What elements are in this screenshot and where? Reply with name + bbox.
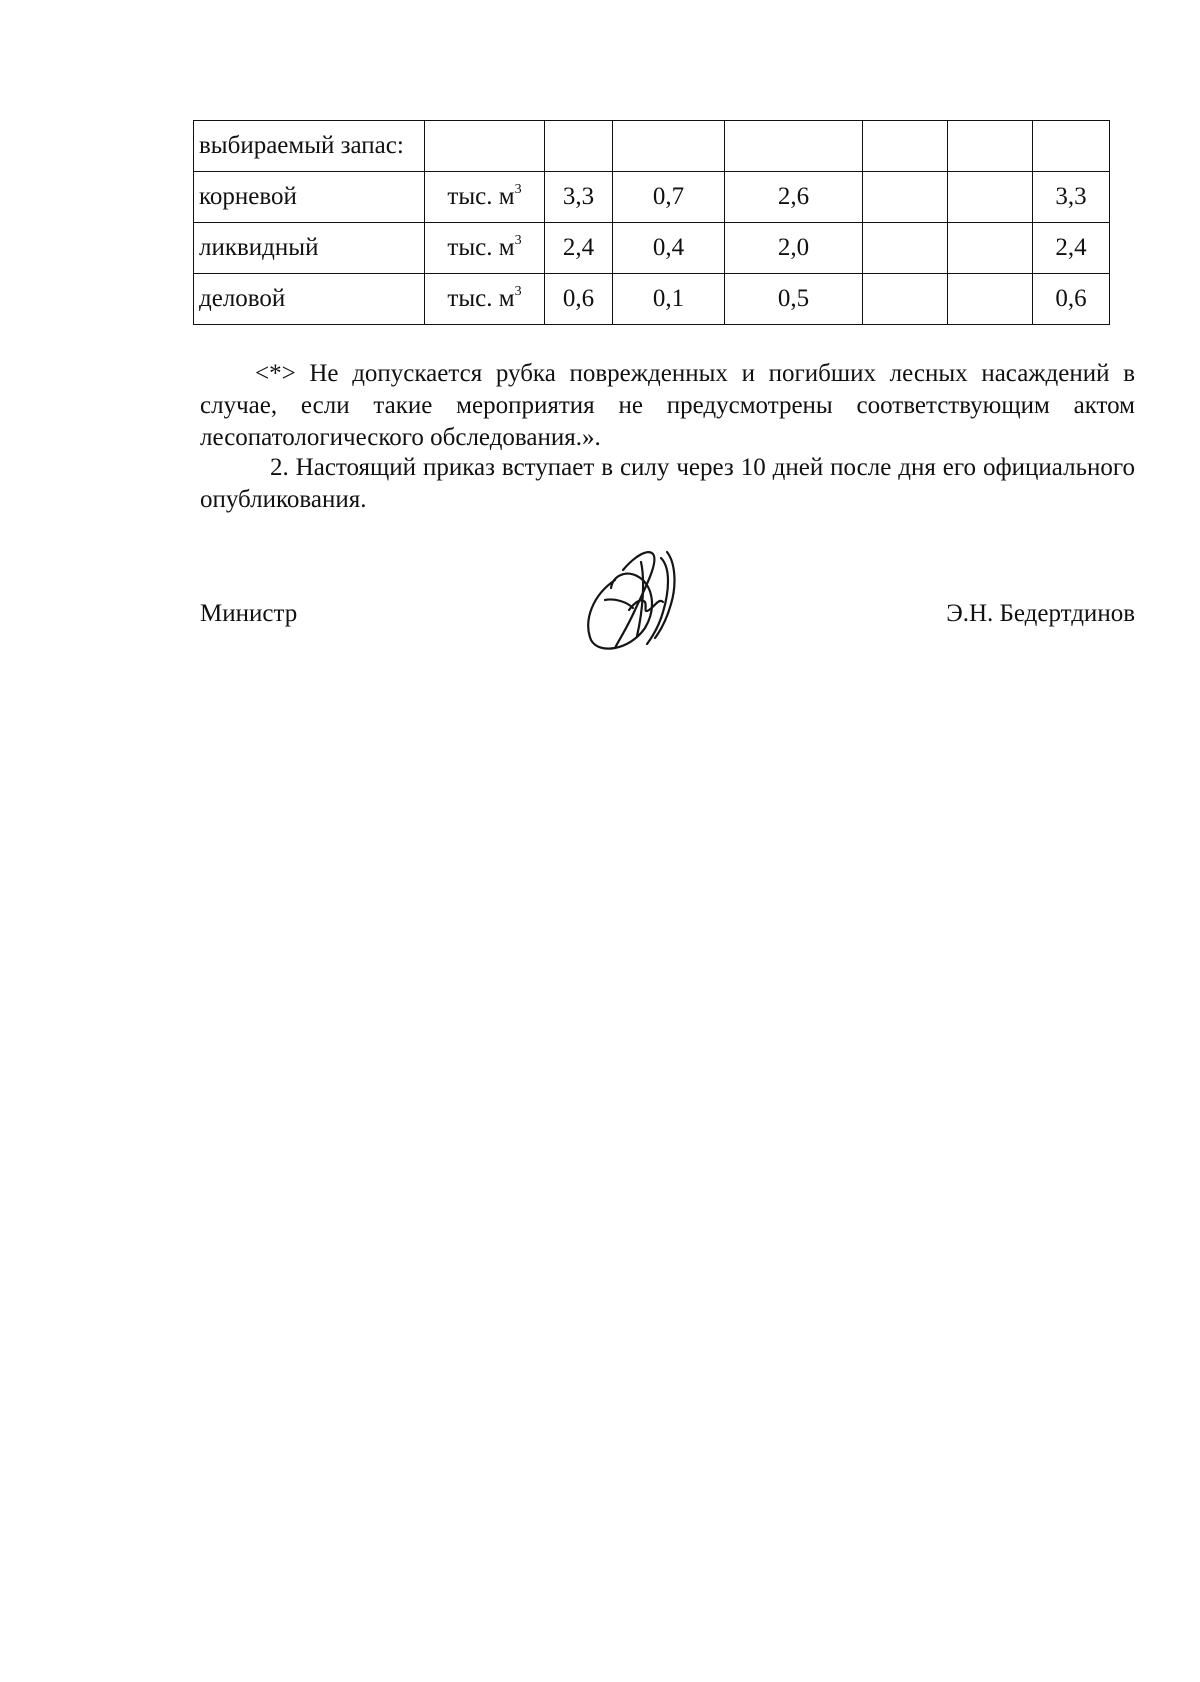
table-cell	[948, 223, 1033, 274]
table-cell	[948, 172, 1033, 223]
table-cell: 3,3	[1033, 172, 1110, 223]
table-cell: 0,6	[1033, 274, 1110, 325]
table-cell: 2,4	[545, 223, 613, 274]
row-unit: тыс. $м^3$	[425, 274, 545, 325]
table-row	[194, 274, 1110, 325]
row-unit	[425, 121, 545, 172]
row-label: выбираемый запас:	[194, 121, 425, 172]
table-cell	[863, 121, 948, 172]
table-cell: 0,1	[613, 274, 725, 325]
table-cell	[545, 121, 613, 172]
table-cell: 2,6	[725, 172, 863, 223]
table-cell	[725, 121, 863, 172]
table-cell	[948, 274, 1033, 325]
table-row	[194, 172, 1110, 223]
table-cell	[613, 121, 725, 172]
table-cell: 0,4	[613, 223, 725, 274]
table-cell	[863, 172, 948, 223]
signatory-name: Э.Н. Бедертдинов	[946, 600, 1135, 627]
handwritten-signature	[575, 540, 695, 655]
table-cell: 2,0	[725, 223, 863, 274]
table-cell	[863, 274, 948, 325]
signatory-title: Министр	[200, 600, 298, 627]
table-cell	[863, 223, 948, 274]
row-unit: тыс. $м^3$	[425, 223, 545, 274]
table-cell: 3,3	[545, 172, 613, 223]
table-cell	[1033, 121, 1110, 172]
row-label: ликвидный	[194, 223, 425, 274]
table-row	[194, 121, 1110, 172]
table-row	[194, 223, 1110, 274]
table-cell: 2,4	[1033, 223, 1110, 274]
row-label: деловой	[194, 274, 425, 325]
footnote-paragraph: <*> Не допускается рубка поврежденных и погибших лесных насаждений в случае, если такие мероприятия не предусмотрены соответствующим актом лесопатологического обследования.».	[200, 360, 1135, 451]
table-cell: 0,5	[725, 274, 863, 325]
row-label: корневой	[194, 172, 425, 223]
table-cell: 0,6	[545, 274, 613, 325]
effective-date-paragraph: 2. Настоящий приказ вступает в силу через 10 дней после дня его официального опубликования.	[200, 454, 1135, 513]
volume-table	[193, 120, 1110, 325]
table-cell	[948, 121, 1033, 172]
row-unit: тыс. $м^3$	[425, 172, 545, 223]
table-cell: 0,7	[613, 172, 725, 223]
